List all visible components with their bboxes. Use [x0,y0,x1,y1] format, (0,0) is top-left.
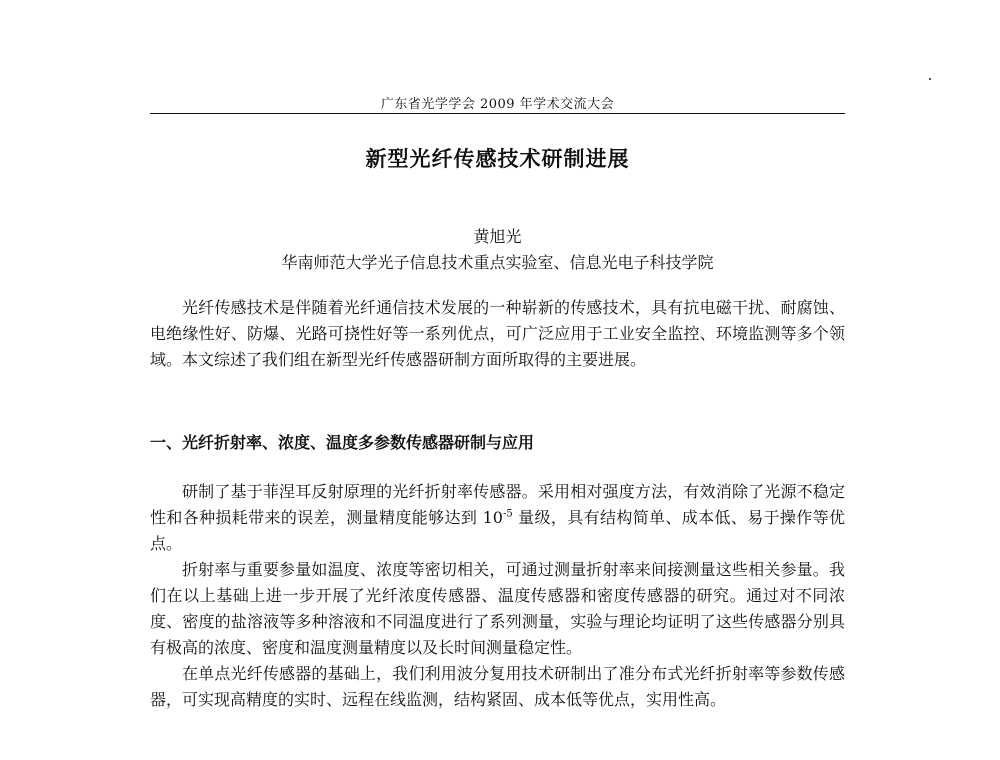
body-paragraph-3: 在单点光纤传感器的基础上，我们利用波分复用技术研制出了准分布式光纤折射率等参数传感器，可实现高精度的实时、远程在线监测，结构紧固、成本低等优点，实用性高。 [150,664,845,709]
author-affiliation: 华南师范大学光子信息技术重点实验室、信息光电子科技学院 [281,253,714,272]
p1-text-before: 研制了基于菲涅耳反射原理的光纤折射率传感器。采用相对强度方法，有效消除了光源不稳定性和各种损耗带来的误差，测量精度能够达到 10 [150,482,845,527]
header-rule [150,113,845,114]
scan-speck [929,78,931,80]
p1-exponent: -5 [502,508,513,520]
section-1-body [150,479,845,713]
body-paragraph-1 [150,479,845,557]
author-name: 黄旭光 [473,227,522,246]
p1-text-after: 量级，具有结构简单、成本低、易于操作等优点。 [150,508,845,553]
running-header: 广东省光学学会 2009 年学术交流大会 [380,97,615,112]
paper-title: 新型光纤传感技术研制进展 [365,147,630,171]
body-paragraph-2: 折射率与重要参量如温度、浓度等密切相关，可通过测量折射率来间接测量这些相关参量。我们在以上基础上进一步开展了光纤浓度传感器、温度传感器和密度传感器的研究。通过对不同浓度、密度的盐溶液等多种溶液和不同温度进行了系列测量，实验与理论均证明了这些传感器分别具有极高的浓度、密度和温度测量精度以及长时间测量稳定性。 [150,560,845,657]
abstract-paragraph: 光纤传感技术是伴随着光纤通信技术发展的一种崭新的传感技术，具有抗电磁干扰、耐腐蚀、电绝缘性好、防爆、光路可挠性好等一系列优点，可广泛应用于工业安全监控、环境监测等多个领域。本文综述了我们组在新型光纤传感器研制方面所取得的主要进展。 [150,298,845,369]
section-1-heading: 一、光纤折射率、浓度、温度多参数传感器研制与应用 [150,433,535,452]
